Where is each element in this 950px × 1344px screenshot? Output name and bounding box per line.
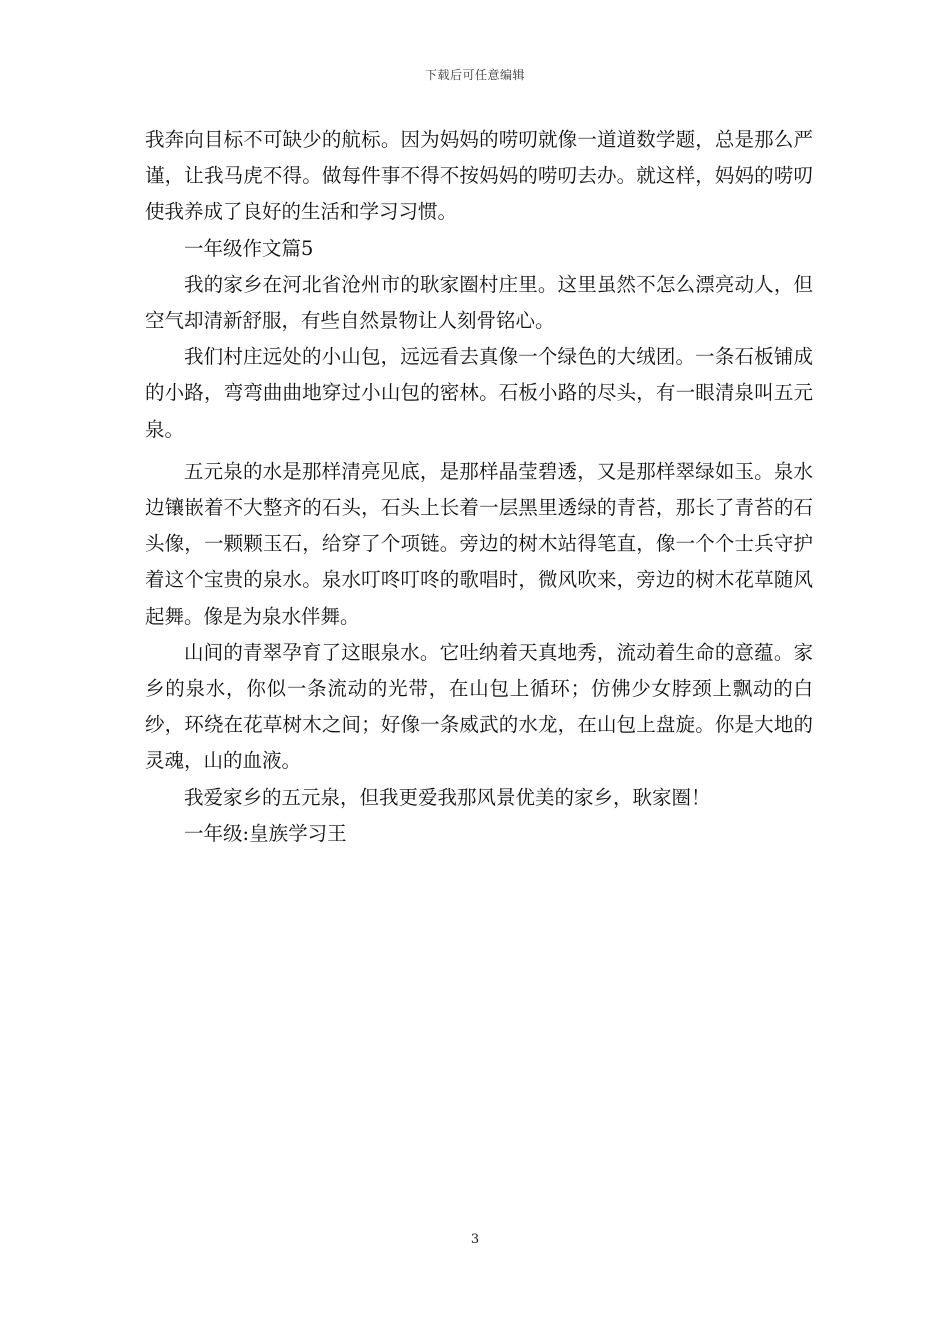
author-signature: 一年级:皇族学习王 — [184, 821, 347, 845]
paragraph-spring-water: 五元泉的水是那样清亮见底，是那样晶莹碧透，又是那样翠绿如玉。泉水边镶嵌着不大整齐的石头，石头上长着一层黑里透绿的青苔，那长了青苔的石头像，一颗颗玉石，给穿了个项链。旁边的树木站得笔直，像一个个士兵守护着这个宝贵的泉水。泉水叮咚叮咚的歌唱时，微风吹来，旁边的树木花草随风起舞。像是为泉水伴舞。 — [145, 459, 813, 628]
page-number: 3 — [470, 1232, 480, 1247]
section-heading: 一年级作文篇5 — [184, 236, 314, 260]
paragraph-hill-path: 我们村庄远处的小山包，远远看去真像一个绿色的大绒团。一条石板铺成的小路，弯弯曲曲地穿过小山包的密林。石板小路的尽头，有一眼清泉叫五元泉。 — [145, 345, 813, 441]
document-body — [145, 122, 813, 852]
paragraph-closing: 我爱家乡的五元泉，但我更爱我那风景优美的家乡，耿家圈！ — [184, 785, 711, 809]
paragraph-spring-soul: 山间的青翠孕育了这眼泉水。它吐纳着天真地秀，流动着生命的意蕴。家乡的泉水，你似一条流动的光带，在山包上循环；仿佛少女脖颈上飘动的白纱，环绕在花草树木之间；好像一条威武的水龙，在山包上盘旋。你是大地的灵魂，山的血液。 — [145, 640, 813, 773]
header-note: 下载后可任意编辑 — [424, 68, 525, 82]
paragraph-continued: 我奔向目标不可缺少的航标。因为妈妈的唠叨就像一道道数学题，总是那么严谨，让我马虎不得。做每件事不得不按妈妈的唠叨去办。就这样，妈妈的唠叨使我养成了良好的生活和学习习惯。 — [145, 128, 813, 224]
paragraph-hometown-intro: 我的家乡在河北省沧州市的耿家圈村庄里。这里虽然不怎么漂亮动人，但空气却清新舒服，有些自然景物让人刻骨铭心。 — [145, 272, 813, 333]
